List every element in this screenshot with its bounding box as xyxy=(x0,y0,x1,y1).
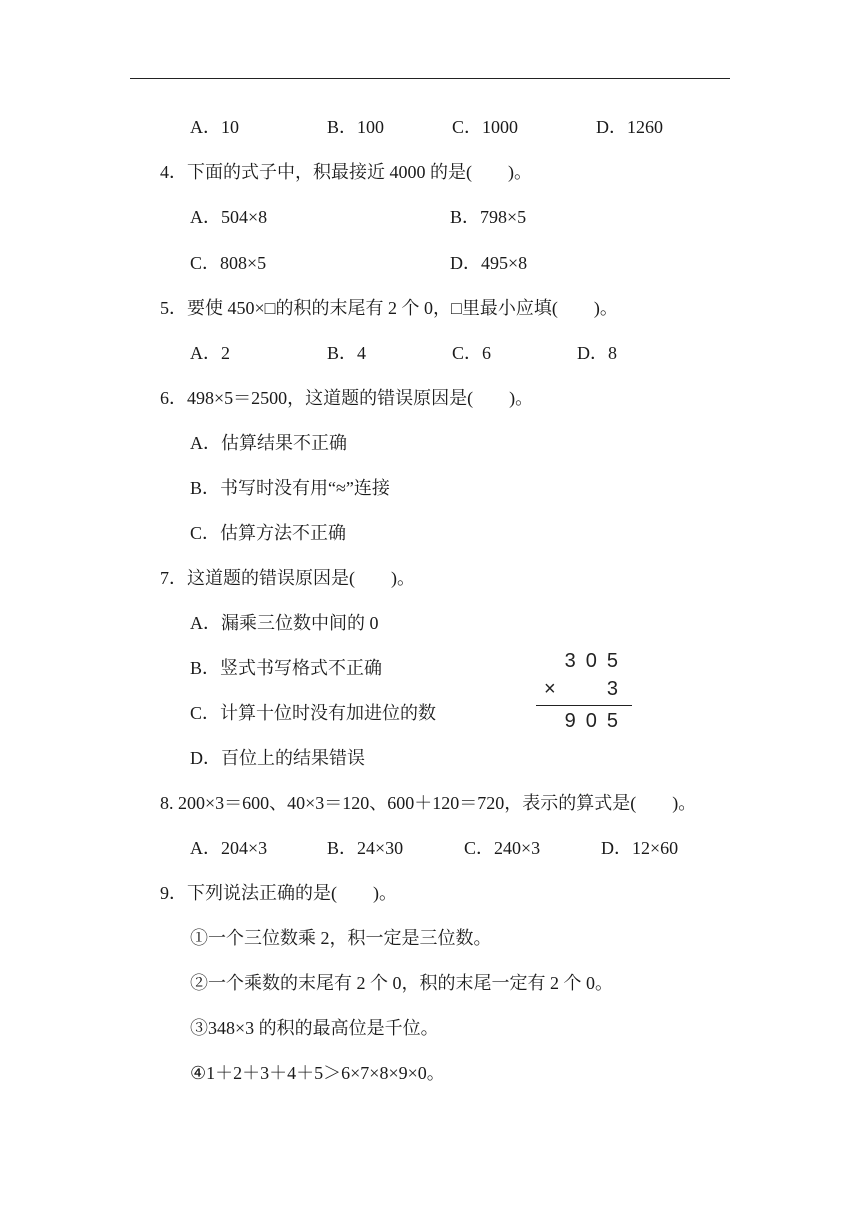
q5-option-b[interactable]: B．4 xyxy=(327,343,367,363)
q7-option-a[interactable]: A．漏乘三位数中间的 0 xyxy=(190,613,379,633)
q8-stem: 8. 200×3＝600、40×3＝120、600＋120＝720，表示的算式是( )。 xyxy=(160,793,697,813)
q4-stem: 4．下面的式子中，积最接近 4000 的是( )。 xyxy=(160,162,532,182)
q3-option-b[interactable]: B．100 xyxy=(327,117,385,137)
q7-option-c[interactable]: C．计算十位时没有加进位的数 xyxy=(190,703,437,723)
q4-option-c[interactable]: C．808×5 xyxy=(190,253,267,273)
q3-option-c[interactable]: C．1000 xyxy=(452,117,519,137)
q8-option-a[interactable]: A．204×3 xyxy=(190,838,268,858)
q5-option-c[interactable]: C．6 xyxy=(452,343,492,363)
q7-option-d[interactable]: D．百位上的结果错误 xyxy=(190,748,365,768)
q9-statement-2: ②一个乘数的末尾有 2 个 0，积的末尾一定有 2 个 0。 xyxy=(190,973,613,993)
vertical-divider-line xyxy=(536,705,632,706)
times-sign: × xyxy=(544,678,556,700)
q4-option-a[interactable]: A．504×8 xyxy=(190,207,268,227)
q5-option-d[interactable]: D．8 xyxy=(577,343,617,363)
q6-option-a[interactable]: A．估算结果不正确 xyxy=(190,433,347,453)
q8-option-c[interactable]: C．240×3 xyxy=(464,838,541,858)
header-rule xyxy=(130,78,730,79)
q8-option-b[interactable]: B．24×30 xyxy=(327,838,404,858)
q3-option-d[interactable]: D．1260 xyxy=(596,117,663,137)
vertical-multiplier: 3 xyxy=(606,678,628,700)
q9-statement-3: ③348×3 的积的最高位是千位。 xyxy=(190,1018,439,1038)
q4-option-d[interactable]: D．495×8 xyxy=(450,253,528,273)
q6-stem: 6．498×5＝2500，这道题的错误原因是( )。 xyxy=(160,388,534,408)
q6-option-b[interactable]: B．书写时没有用“≈”连接 xyxy=(190,478,390,498)
q6-option-c[interactable]: C．估算方法不正确 xyxy=(190,523,347,543)
q5-stem: 5．要使 450×□的积的末尾有 2 个 0，□里最小应填( )。 xyxy=(160,298,618,318)
q7-stem: 7．这道题的错误原因是( )。 xyxy=(160,568,415,588)
q9-statement-1: ①一个三位数乘 2，积一定是三位数。 xyxy=(190,928,492,948)
q9-stem: 9．下列说法正确的是( )。 xyxy=(160,883,397,903)
q4-option-b[interactable]: B．798×5 xyxy=(450,207,527,227)
q9-statement-4: ④1＋2＋3＋4＋5＞6×7×8×9×0。 xyxy=(190,1063,445,1083)
vertical-result: 905 xyxy=(564,710,628,732)
vertical-multiplicand: 305 xyxy=(564,650,628,672)
q5-option-a[interactable]: A．2 xyxy=(190,343,230,363)
q8-option-d[interactable]: D．12×60 xyxy=(601,838,679,858)
q3-option-a[interactable]: A．10 xyxy=(190,117,239,137)
vertical-multiplication xyxy=(536,650,636,740)
q7-option-b[interactable]: B．竖式书写格式不正确 xyxy=(190,658,383,678)
